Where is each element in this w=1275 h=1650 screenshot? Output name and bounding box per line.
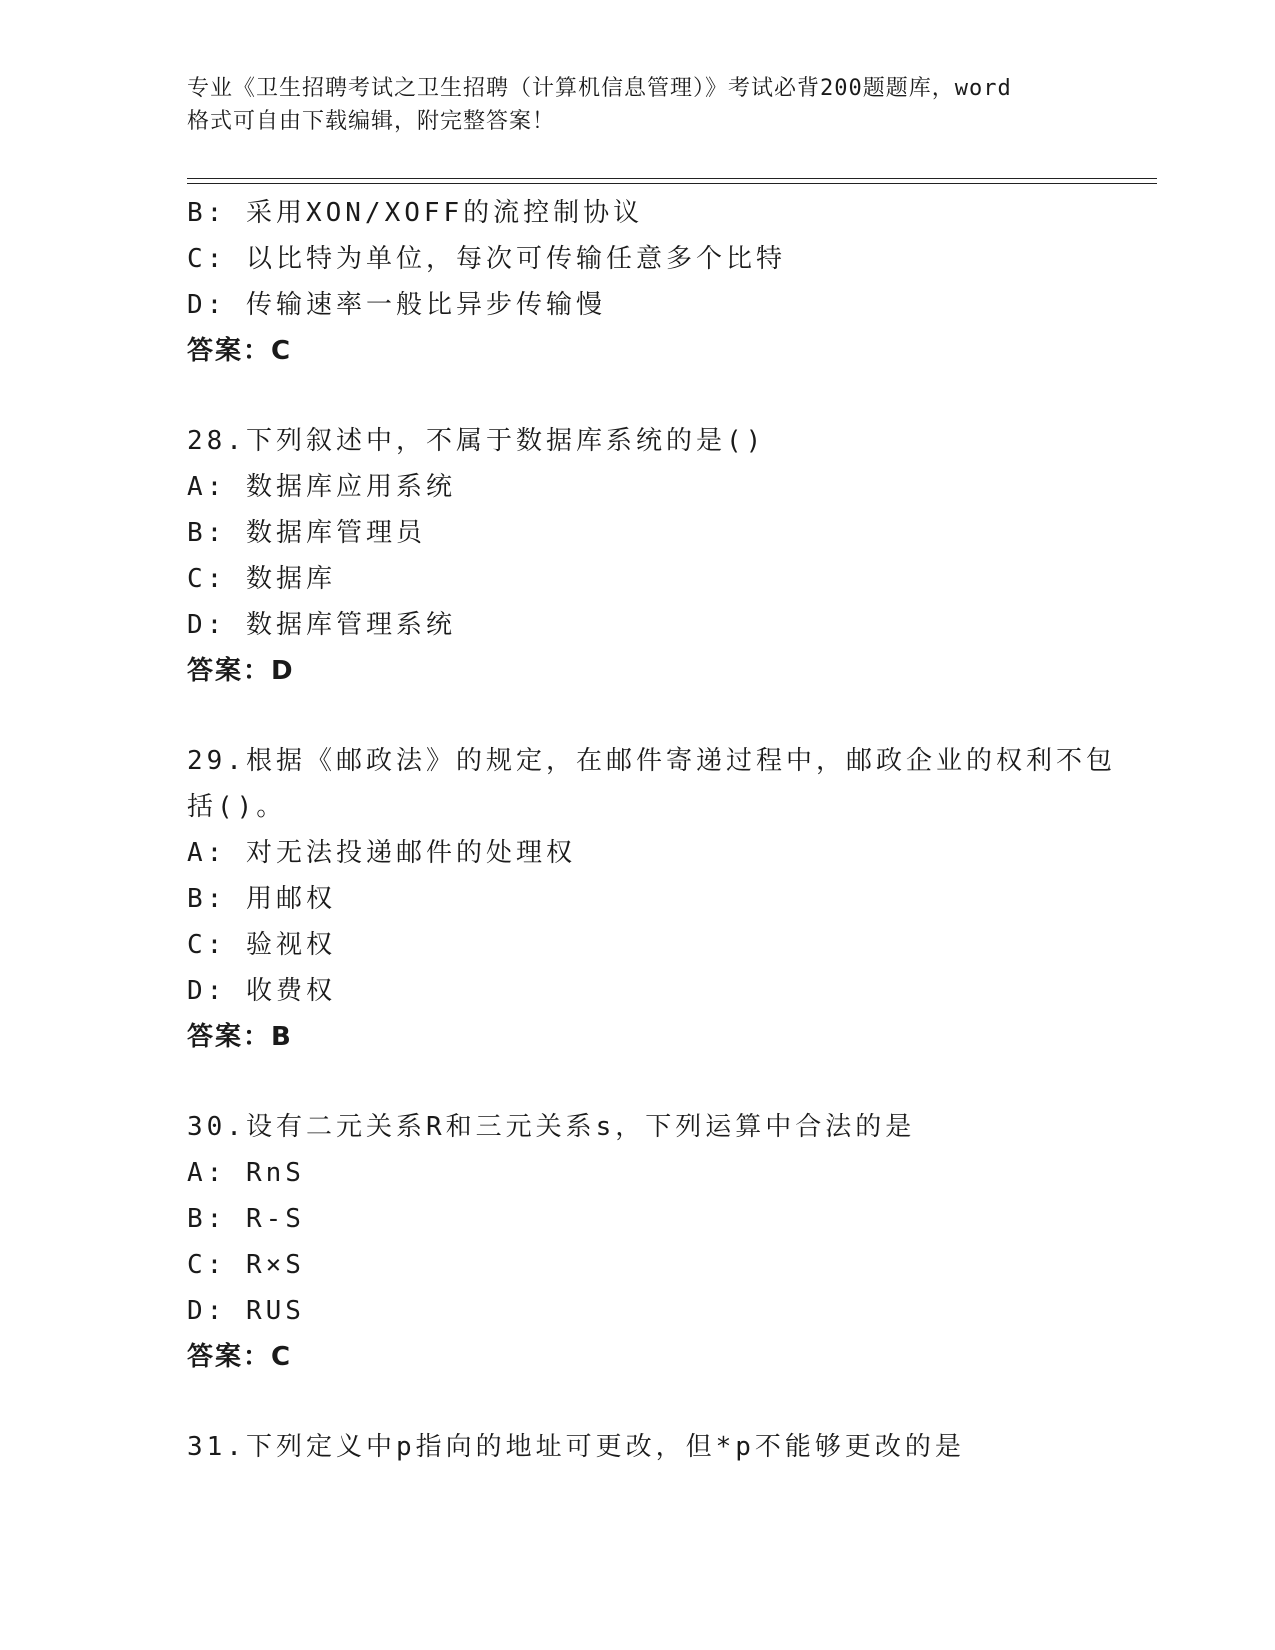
- question-31: [187, 1424, 1087, 1470]
- answer-label: 答案：B: [187, 1022, 293, 1052]
- option-c: C: 验视权: [187, 930, 336, 960]
- option-d: D: 收费权: [187, 976, 336, 1006]
- answer-label: 答案：D: [187, 656, 295, 686]
- question-28: [187, 418, 1087, 694]
- question-text: 28.下列叙述中，不属于数据库系统的是(): [187, 426, 766, 456]
- answer-label: 答案：C: [187, 1342, 293, 1372]
- option-b: B: 采用XON/XOFF的流控制协议: [187, 198, 644, 228]
- question-text: 30.设有二元关系R和三元关系s，下列运算中合法的是: [187, 1112, 916, 1142]
- option-c: C: 以比特为单位，每次可传输任意多个比特: [187, 244, 786, 274]
- question-text-line-1: 29.根据《邮政法》的规定，在邮件寄递过程中，邮政企业的权利不包: [187, 746, 1116, 776]
- option-b: B: R-S: [187, 1204, 305, 1234]
- question-list: [187, 190, 1116, 1470]
- option-b: B: 数据库管理员: [187, 518, 426, 548]
- document-header: [187, 72, 1087, 138]
- header-line-2: 格式可自由下载编辑，附完整答案！: [187, 109, 556, 134]
- option-c: C: R×S: [187, 1250, 305, 1280]
- header-line-1: 专业《卫生招聘考试之卫生招聘（计算机信息管理）》考试必背200题题库，word: [187, 76, 1012, 101]
- answer-label: 答案：C: [187, 336, 293, 366]
- option-d: D: 传输速率一般比异步传输慢: [187, 290, 606, 320]
- option-a: A: RnS: [187, 1158, 305, 1188]
- option-a: A: 对无法投递邮件的处理权: [187, 838, 576, 868]
- question-30: [187, 1104, 1087, 1380]
- header-divider-top: [187, 178, 1157, 179]
- option-c: C: 数据库: [187, 564, 336, 594]
- header-divider-bottom: [187, 183, 1157, 184]
- question-27: [187, 190, 1087, 374]
- option-d: D: RUS: [187, 1296, 305, 1326]
- question-text-line-2: 括()。: [187, 792, 287, 822]
- option-b: B: 用邮权: [187, 884, 336, 914]
- question-text: 31.下列定义中p指向的地址可更改，但*p不能够更改的是: [187, 1432, 965, 1462]
- option-d: D: 数据库管理系统: [187, 610, 456, 640]
- option-a: A: 数据库应用系统: [187, 472, 456, 502]
- question-29: [187, 738, 1116, 1060]
